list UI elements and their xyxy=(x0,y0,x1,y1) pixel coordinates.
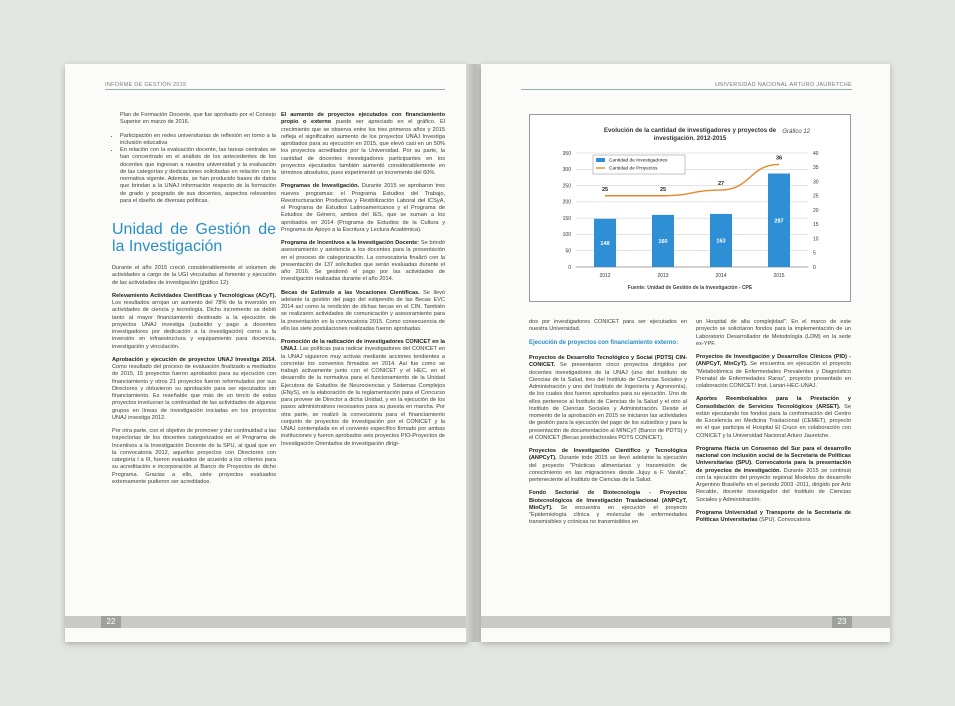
bar-data-label: 287 xyxy=(774,218,784,225)
paragraph: Por otra parte, con el objetivo de promover y dar continuidad a las trayectorias de los docentes categorizados en el Programa de Incentivos a la Investigación Docente de la SPU, al igual que en la convocatoria 2012, aquellos proyectos con Directores con categoría I a III, fueron evaluados de acuerdo a los criterios para su acreditación e incorporación al Banco de Proyectos de dicho Programa. Gracias a ello, siete proyectos evaluados externamente pudieron ser acreditados. xyxy=(112,428,276,485)
right-page xyxy=(481,64,890,642)
paragraph-text: Durante todo 2015 se llevó adelante la ejecución del proyecto "Prácticas alimentarias y transmisión de conocimiento en las migraciones desde Jujuy a F. Varela", perteneciente al Instituto de Ciencias de la Salud. xyxy=(529,455,687,483)
paragraph-bold: Proyectos de Investigación Científico y Tecnológica (ANPCyT). xyxy=(529,448,687,462)
right-column-2 xyxy=(696,319,851,530)
paragraph-bold: Programas de Investigación. xyxy=(281,183,360,190)
paragraph xyxy=(696,354,851,390)
legend-swatch-bar xyxy=(596,158,605,162)
paragraph xyxy=(281,240,445,284)
left-running-head: INFORME DE GESTIÓN 2015 xyxy=(105,82,187,88)
y-left-tick-label: 0 xyxy=(568,264,571,271)
left-column-2 xyxy=(281,112,445,454)
left-page-number: 22 xyxy=(101,616,121,628)
paragraph xyxy=(112,357,276,422)
list-item: • Participación en redes universitarias de reflexión en torno a la inclusión educativa xyxy=(120,133,276,148)
paragraph xyxy=(696,510,851,525)
y-right-tick-label: 15 xyxy=(813,222,819,229)
paragraph-text: Se brindó asesoramiento y asistencia a los docentes para la presentación en el proceso de categorización. La convocatoria finalizó con la presentación de 137 solicitudes que serán evaluadas durante el año 2016. Se gestionó el pago por las actividades de investigación realizadas durante el año 2014. xyxy=(281,240,446,283)
y-left-tick-label: 350 xyxy=(562,150,571,157)
paragraph-text: Durante 2015 se aprobaron tres nuevos programas: el Programa Estudios del Trabajo, Reestructuración Productiva y Flexibilización Laboral del ICSyA, el Programa de Estudios Latinoamericanos y el Programa de Estudios de Género, ambos del IES, que se suman a los aprobados en 2014 (Programa de Estudios de la Cultura y Programa de Apoyo a la Escritura y Lectura Académica). xyxy=(281,183,445,233)
line-data-label: 36 xyxy=(775,155,783,162)
paragraph-text: Se llevó adelante la gestión del pago del estipendio de las Becas EVC 2014 así como la rendición de dichas becas en el CIN. También se realizaron actividades de comunicación y asesoramiento para la presentación en la convocatoria 2015. Como consecuencia de ello las siete postulaciones realizadas fueron aprobadas. xyxy=(281,289,445,332)
y-right-tick-label: 20 xyxy=(813,207,819,214)
legend-label: Cantidad de Proyectos xyxy=(609,166,658,172)
y-left-tick-label: 300 xyxy=(562,167,571,174)
paragraph xyxy=(696,396,851,440)
paragraph-text: Se encuentra en ejecución el proyecto "Metabolómica de Enfermedades Prevalentes y Diagnóstico Prenatal de Enfermedades Raras", proyecto presentado en colaboración CONICET/ Inst. Lanari-HEC-UNAJ. xyxy=(696,361,851,389)
paragraph-bold: Becas de Estímulo a las Vocaciones Científicas. xyxy=(281,289,420,296)
paragraph-bold: Aportes Reembolsables para la Prestación y Consolidación de Servicios Tecnológicos (ARSET). xyxy=(696,396,851,410)
left-page xyxy=(65,64,468,642)
subheading: Ejecución de proyectos con financiamiento externo: xyxy=(529,339,679,346)
x-tick-label: 2012 xyxy=(599,273,611,279)
chart-tag: Gráfico 12 xyxy=(782,129,810,135)
chart-svg xyxy=(530,115,850,283)
paragraph-bold: Aprobación y ejecución de proyectos UNAJ Investiga 2014. xyxy=(112,356,276,363)
y-right-tick-label: 10 xyxy=(813,236,819,243)
paragraph xyxy=(112,293,276,351)
paragraph xyxy=(529,355,687,442)
legend-label: Cantidad de Investigadores xyxy=(609,158,668,164)
paragraph xyxy=(529,448,687,484)
section-title: Unidad de Gestión de la Investigación xyxy=(112,221,276,255)
chart-box xyxy=(529,114,851,302)
paragraph-text: Las políticas para radicar investigadores del CONICET en la UNAJ siguieron muy activas mediante acciones tendientes a concretar los convenios firmados en 2014. Así fue como se trabajó activamente junto con el CONICET y el HEC, en el desarrollo de la normativa para el funcionamiento de la Unidad Ejecutora de Estudios de Neurociencias y Sistemas Complejos (ENyS), en la elaboración de la reglamentación para el Concurso para proveer de Director a dicha Unidad, y en la ejecución de los pasos administrativos necesarios para su puesta en marcha. Por otra parte, se realizó la convocatoria para el financiamiento conjunto de proyectos de investigación por el CONICET y la UNAJ contemplada en el convenio específico firmado por ambas instituciones y fueron aprobados seis proyectos PIO-Proyectos de Investigación Orientados de investigación dirigi- xyxy=(281,346,445,447)
right-page-number: 23 xyxy=(832,616,852,628)
paragraph-text: Durante 2015 se continuó con la ejecución del proyecto regional Modelos de desarrollo Argentino Brasileño en el periodo 2003 -2011, dirigido por Artz Recalde, docente investigador del Instituto de Ciencias Sociales y Administración. xyxy=(696,467,851,503)
paragraph-text: Como resultado del proceso de evaluación finalizado a mediados de 2015, 15 proyectos fueron aprobados para su ejecución con financiamiento y otros 21 proyectos fueron reformulados por sus Directores y obtuvieron su aprobación para ser ejecutados sin financiamiento. Es reseñable que más de un tercio de estos proyectos involucran la continuidad de las actividades de algunos grupos en líneas de investigación iniciadas en los proyectos UNAJ investiga 2012. xyxy=(112,364,276,421)
paragraph-text: Se presentaron cinco proyectos dirigidos por docentes investigadores de la UNAJ (uno del Instituto de Ciencias de la Salud, tres del Instituto de Ciencias Sociales y Administración y uno del Instituto de Ingeniería y Agronomía), de los cuales dos fueron aprobados para su ejecución. Uno de ellos pertenece al Instituto de Ciencias de la Salud y el otro al Instituto de Ciencias Sociales y Administración. Desde el momento de la aprobación en 2015 se iniciaron las actividades de gestión para la ejecución del pago de los subsidios y para la presentación de documentación al MINCyT (Banco de PDTS) y el CONICET (Becas postdoctorales PDTS CONICET). xyxy=(529,362,687,441)
x-tick-label: 2014 xyxy=(715,273,727,279)
right-column-1 xyxy=(529,319,687,533)
paragraph-bold: Proyectos de Desarrollo Tecnológico y Social (PDTS) CIN-CONICET. xyxy=(529,355,687,369)
left-column-1 xyxy=(112,112,276,492)
y-left-tick-label: 150 xyxy=(562,215,571,222)
y-left-tick-label: 200 xyxy=(562,199,571,206)
bar-data-label: 148 xyxy=(600,240,610,247)
paragraph xyxy=(529,490,687,526)
bar-data-label: 160 xyxy=(658,238,668,245)
chart-title: Evolución de la cantidad de investigadores y proyectos de investigación. 2012-2015 xyxy=(603,127,777,142)
paragraph: dos por investigadores CONICET para ser ejecutados en nuestra Universidad. xyxy=(529,319,687,333)
y-right-tick-label: 25 xyxy=(813,193,819,200)
y-right-tick-label: 5 xyxy=(813,250,816,257)
paragraph-bold: Proyectos de Investigación y Desarrollos Clínicos (PID) - (ANPCyT, MinCyT). xyxy=(696,354,851,368)
y-right-tick-label: 40 xyxy=(813,150,819,157)
paragraph xyxy=(281,290,445,334)
paragraph xyxy=(281,112,445,177)
paragraph: Durante el año 2015 creció considerablemente el volumen de actividades a cargo de la UGI vinculadas al fomento y ejecución de las actividades de investigación (gráfico 12): xyxy=(112,265,276,286)
paragraph: un Hospital de alta complejidad". En el marco de este proyecto se solicitaron fondos para la implementación de un Laboratorio Desarrollador de Metodología (LDM) en la sede ex-YPF. xyxy=(696,319,851,347)
paragraph-text: Los resultados arrojan un aumento del 78% de la inversión en actividades de ciencia y tecnología. Dicho incremento se debió tanto al mayor financiamiento destinado a la ejecución de proyectos UNAJ investiga (subsidio y pago a docentes investigadores por dedicación a la investigación) como a la inversión en infraestructura y equipamiento para docencia, investigación y vinculación. xyxy=(112,300,276,350)
paragraph xyxy=(281,339,445,448)
right-footer-bar xyxy=(481,616,890,628)
right-head-rule xyxy=(521,89,852,90)
paragraph-bold: Programa Universidad y Transporte de la Secretaría de Políticas Universitarias xyxy=(696,509,851,523)
paragraph-bold: Relevamiento Actividades Científicas y Tecnológicas (ACyT). xyxy=(112,292,276,299)
paragraph-bold: El aumento de proyectos ejecutados con financiamiento propio o externo xyxy=(281,112,445,126)
paragraph xyxy=(281,183,445,234)
paragraph-text: Se encuentra en ejecución el proyecto "Epidemiología clínica y molecular de enfermedades transmisibles y crónicas no transmisibles en xyxy=(529,504,687,526)
line-data-label: 25 xyxy=(659,186,667,193)
list-item: • En relación con la evaluación docente, las tareas centrales se han concentrado en el análisis de los antecedentes de los docentes que ingresan a nuestra universidad y la evaluación de las categorías y dedicaciones solicitadas en relación con la normativa vigente. Además, se han producido bases de datos que brindan a la UNAJ información respecto de la formación de grado y posgrado de sus docentes, aspectos relevantes para el diseño de diversas políticas. xyxy=(120,147,276,205)
y-right-tick-label: 0 xyxy=(813,264,816,271)
left-head-rule xyxy=(105,89,445,90)
x-tick-label: 2013 xyxy=(657,273,669,279)
y-right-tick-label: 30 xyxy=(813,179,819,186)
paragraph-bold: Fondo Sectorial de Biotecnología - Proyectos Biotecnológicos de Investigación Traslacional (ANPCyT, MinCyT). xyxy=(529,490,687,511)
paragraph-bold: Programa de Incentivos a la Investigación Docente: xyxy=(281,240,420,246)
left-col1-bullets xyxy=(112,133,276,206)
left-col1-intro: Plan de Formación Docente, que fue aprobado por el Consejo Superior en marzo de 2016. xyxy=(120,112,276,126)
x-tick-label: 2015 xyxy=(773,273,785,279)
left-footer-bar xyxy=(65,616,468,628)
y-left-tick-label: 100 xyxy=(562,232,571,239)
paragraph-bold: Promoción de la radicación de investigadores CONICET en la UNAJ. xyxy=(281,339,445,353)
line-data-label: 25 xyxy=(601,186,609,193)
bar-data-label: 163 xyxy=(716,238,726,245)
paragraph-text: puede ser apreciado en el gráfico. El crecimiento que se observa entre los tres primeros años y 2015 refleja el significativo aumento de los proyectos UNAJ Investiga aprobados para su ejecución en 2015, que elevó casi en un 50% los proyectos acreditados por la Universidad. Por su parte, la cantidad de docentes investigadores participantes en los proyectos ejecutados también aumentó considerablemente en términos absolutos, pues experimentó un incremento del 60%. xyxy=(281,119,445,176)
y-right-tick-label: 35 xyxy=(813,165,819,172)
line-data-label: 27 xyxy=(717,181,725,188)
paragraph-bold: Programa Hacia un Consenso del Sur para el desarrollo nacional con inclusión social de la Secretaría de Políticas Universitarias (SPU). Convocatoria para la presentación de proyectos de investigación. xyxy=(696,445,851,474)
paragraph-text: (SPU). Convocatoria xyxy=(757,517,811,523)
chart-source: Fuente: Unidad de Gestión de la Investigación - CPE xyxy=(627,285,753,291)
paragraph-text: Se están ejecutando los fondos para la conformación del Centro de Excelencia en Medicina Traslacional (CEMET), proyecto en el que participa el Hospital El Cruce en colaboración con CONICET y la Universidad Nacional Arturo Jauretche. xyxy=(696,403,851,439)
paragraph xyxy=(696,446,851,504)
y-left-tick-label: 50 xyxy=(565,248,571,255)
right-running-head: UNIVERSIDAD NACIONAL ARTURO JAURETCHE xyxy=(714,82,852,88)
y-left-tick-label: 250 xyxy=(562,183,571,190)
